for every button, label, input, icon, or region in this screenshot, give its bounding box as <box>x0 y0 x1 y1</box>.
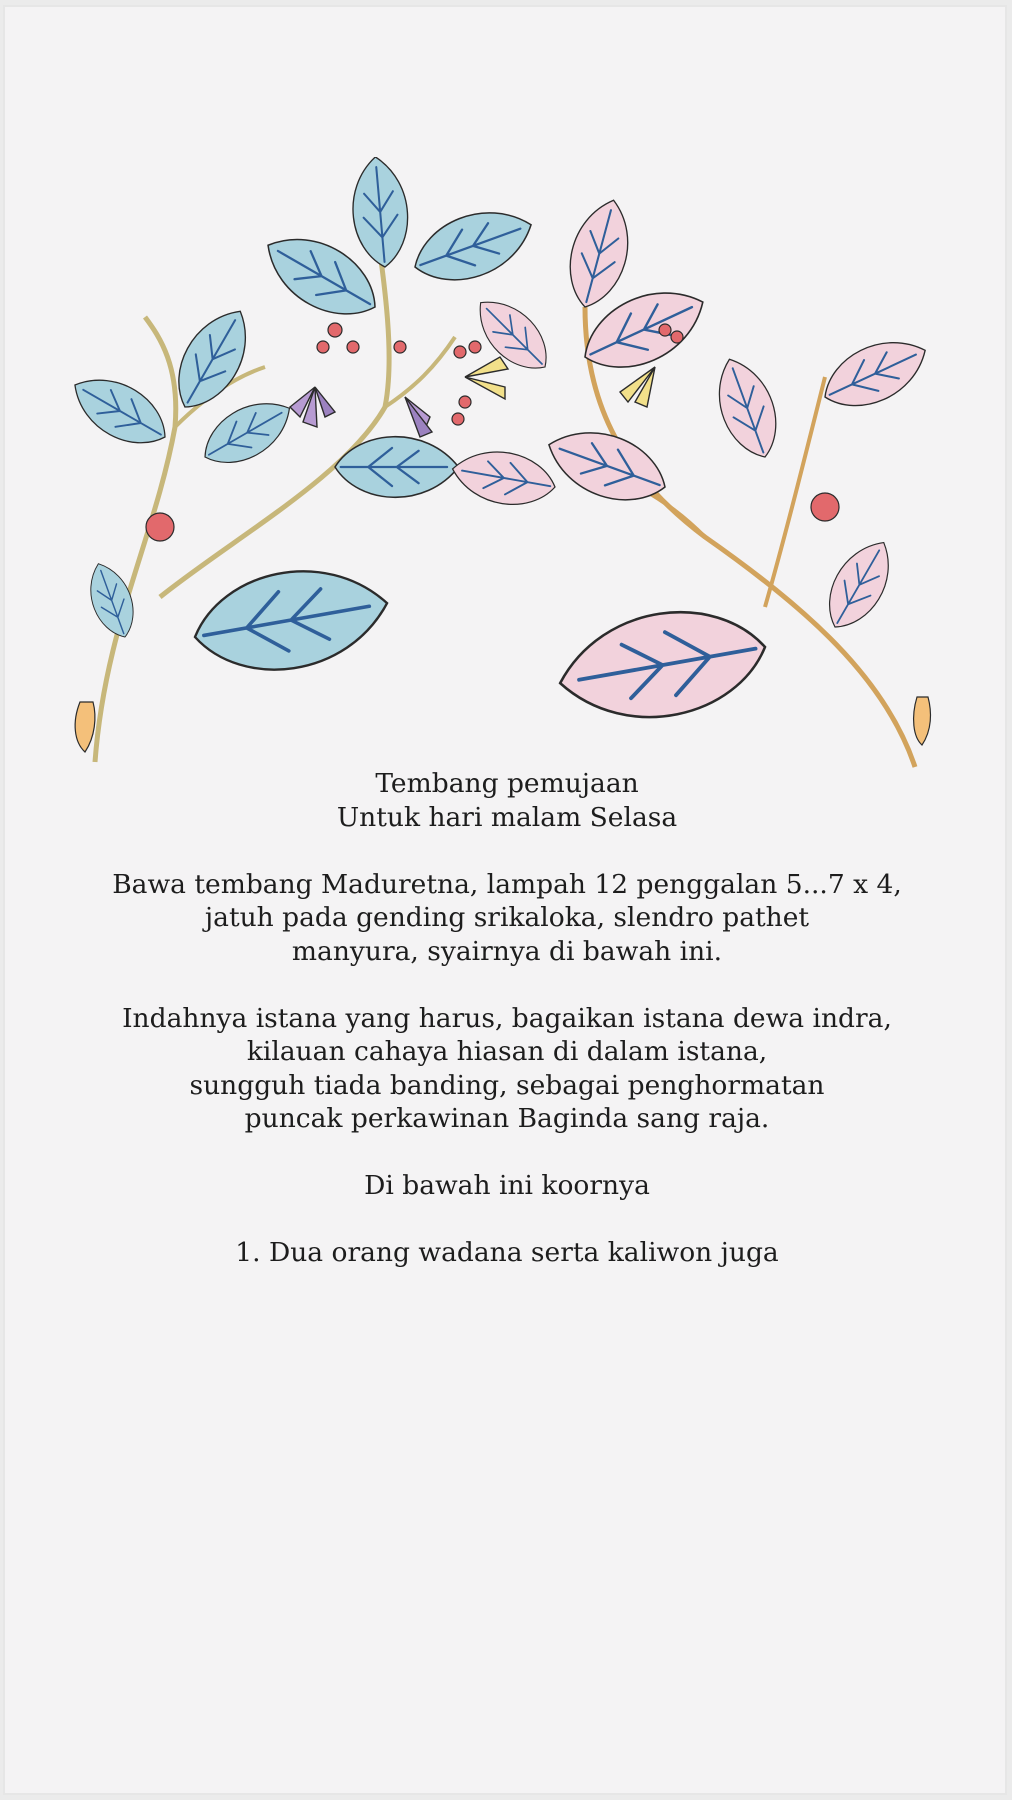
paragraph-gap <box>5 1136 1009 1170</box>
choir-list-item: 1. Dua orang wadana serta kaliwon juga <box>235 1237 779 1268</box>
intro-line: Bawa tembang Maduretna, lampah 12 penggalan 5...7 x 4, <box>112 868 902 900</box>
intro-line: jatuh pada gending srikaloka, slendro pathet <box>204 902 810 933</box>
verse-line: sungguh tiada banding, sebagai penghormatan <box>189 1069 825 1101</box>
paragraph-gap <box>5 1203 1009 1237</box>
verse-line: Indahnya istana yang harus, bagaikan istana dewa indra, <box>122 1002 892 1034</box>
intro-line: manyura, syairnya di bawah ini. <box>291 935 723 967</box>
verse-line: puncak perkawinan Baginda sang raja. <box>244 1103 770 1134</box>
paragraph-gap <box>5 834 1009 868</box>
verse-line: kilauan cahaya hiasan di dalam istana, <box>246 1036 768 1067</box>
choir-label: Di bawah ini koornya <box>364 1170 650 1201</box>
subtitle-line: Untuk hari malam Selasa <box>336 801 678 833</box>
paragraph-gap <box>5 968 1009 1002</box>
title-line: Tembang pemujaan <box>375 768 639 799</box>
document-page <box>3 5 1007 1795</box>
document-text <box>5 767 1009 1270</box>
